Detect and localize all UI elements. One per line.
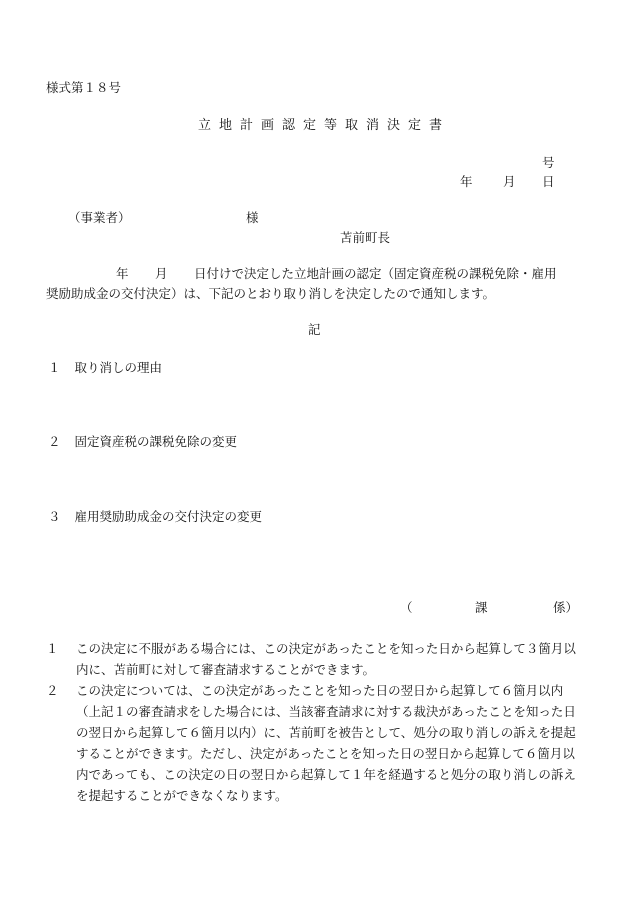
- note-item: [46, 680, 586, 806]
- body-year: 年: [116, 266, 129, 281]
- document-number-label: 号: [542, 155, 555, 170]
- body-month: 月: [155, 266, 168, 281]
- date-month: 月: [503, 174, 516, 189]
- date-day: 日: [542, 174, 555, 189]
- item-number: １: [48, 360, 61, 375]
- item-number: ２: [48, 434, 61, 449]
- note-number: １: [46, 641, 59, 656]
- addressee-honorific: 様: [246, 210, 259, 225]
- list-item: [48, 509, 262, 525]
- contact-kakari: 係）: [553, 600, 579, 615]
- list-item: [48, 434, 237, 450]
- form-number: 様式第１８号: [46, 80, 122, 95]
- addressee-entity: （事業者）: [68, 210, 131, 225]
- item-label: 取り消しの理由: [74, 360, 163, 375]
- document-title: 立地計画認定等取消決定書: [198, 118, 451, 133]
- item-label: 固定資産税の課税免除の変更: [74, 434, 238, 449]
- contact-open: （: [400, 600, 413, 615]
- note-number: ２: [46, 683, 59, 698]
- date-year: 年: [460, 174, 473, 189]
- body-line2: 奨励助成金の交付決定）は、下記のとおり取り消しを決定したので通知します。: [46, 286, 496, 301]
- issuer: 苫前町長: [340, 230, 391, 245]
- notes-section: [46, 638, 586, 806]
- ki-heading: 記: [308, 322, 321, 337]
- note-item: [46, 638, 586, 680]
- contact-ka: 課: [475, 600, 488, 615]
- note-text: この決定については、この決定があったことを知った日の翌日から起算して６箇月以内（上記１の審査請求をした場合には、当該審査請求に対する裁決があったことを知った日の翌日から起算して６箇月以内）に、苫前町を被告として、処分の取り消しの訴えを提起することができます。ただし、決定があったことを知った日の翌日から起算して６箇月以内であっても、この決定の日の翌日から起算して１年を経過すると処分の取り消しの訴えを提起することができなくなります。: [76, 683, 576, 803]
- list-item: [48, 360, 162, 376]
- body-line1: 日付けで決定した立地計画の認定（固定資産税の課税免除・雇用: [194, 266, 557, 281]
- note-text: この決定に不服がある場合には、この決定があったことを知った日から起算して３箇月以内に、苫前町に対して審査請求することができます。: [76, 641, 576, 677]
- item-number: ３: [48, 509, 61, 524]
- item-label: 雇用奨励助成金の交付決定の変更: [74, 509, 263, 524]
